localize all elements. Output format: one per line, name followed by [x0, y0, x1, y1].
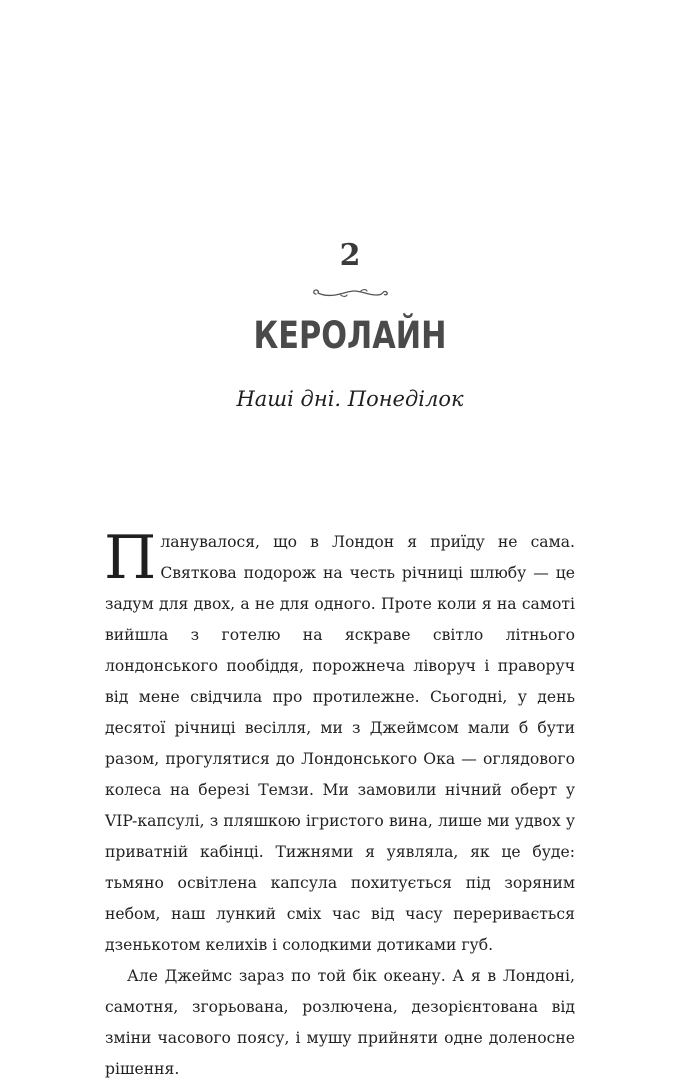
paragraph-1-text: ланувалося, що в Лондон я приїду не сама. Святкова подорож на честь річниці шлюбу — це задум для двох, а не для одного. Проте коли я на самоті вийшла з готелю на яскраве світло літнього лондонського пообіддя, порожнеча ліворуч і праворуч від мене свідчила про протилежне. Сьогодні, у день десятої річниці весілля, ми з Джеймсом мали б бути разом, прогулятися до Лондонського Ока — оглядового колеса на березі Темзи. Ми замовили нічний оберт у VIP-капсулі, з пляшкою ігристого вина, лише ми удвох у приватній кабінці. Тижнями я уявляла, як це буде: тьмяно освітлена капсула похитується під зоряним небом, наш лункий сміх час від часу переривається дзенькотом келихів і солодкими дотиками губ. — [105, 533, 575, 954]
drop-cap: П — [104, 523, 157, 593]
chapter-body — [104, 523, 575, 1085]
chapter-title: КЕРОЛАЙН — [253, 314, 447, 357]
paragraph-2: Але Джеймс зараз по той бік океану. А я в Лондоні, самотня, згорьована, розлючена, дезорієнтована від зміни часового поясу, і мушу прийняти одне доленосне рішення. — [105, 967, 575, 1078]
paragraph-1 — [104, 523, 575, 961]
chapter-subtitle: Наші дні. Понеділок — [236, 387, 464, 411]
chapter-number: 2 — [339, 238, 361, 273]
flourish-ornament-icon — [310, 285, 390, 301]
